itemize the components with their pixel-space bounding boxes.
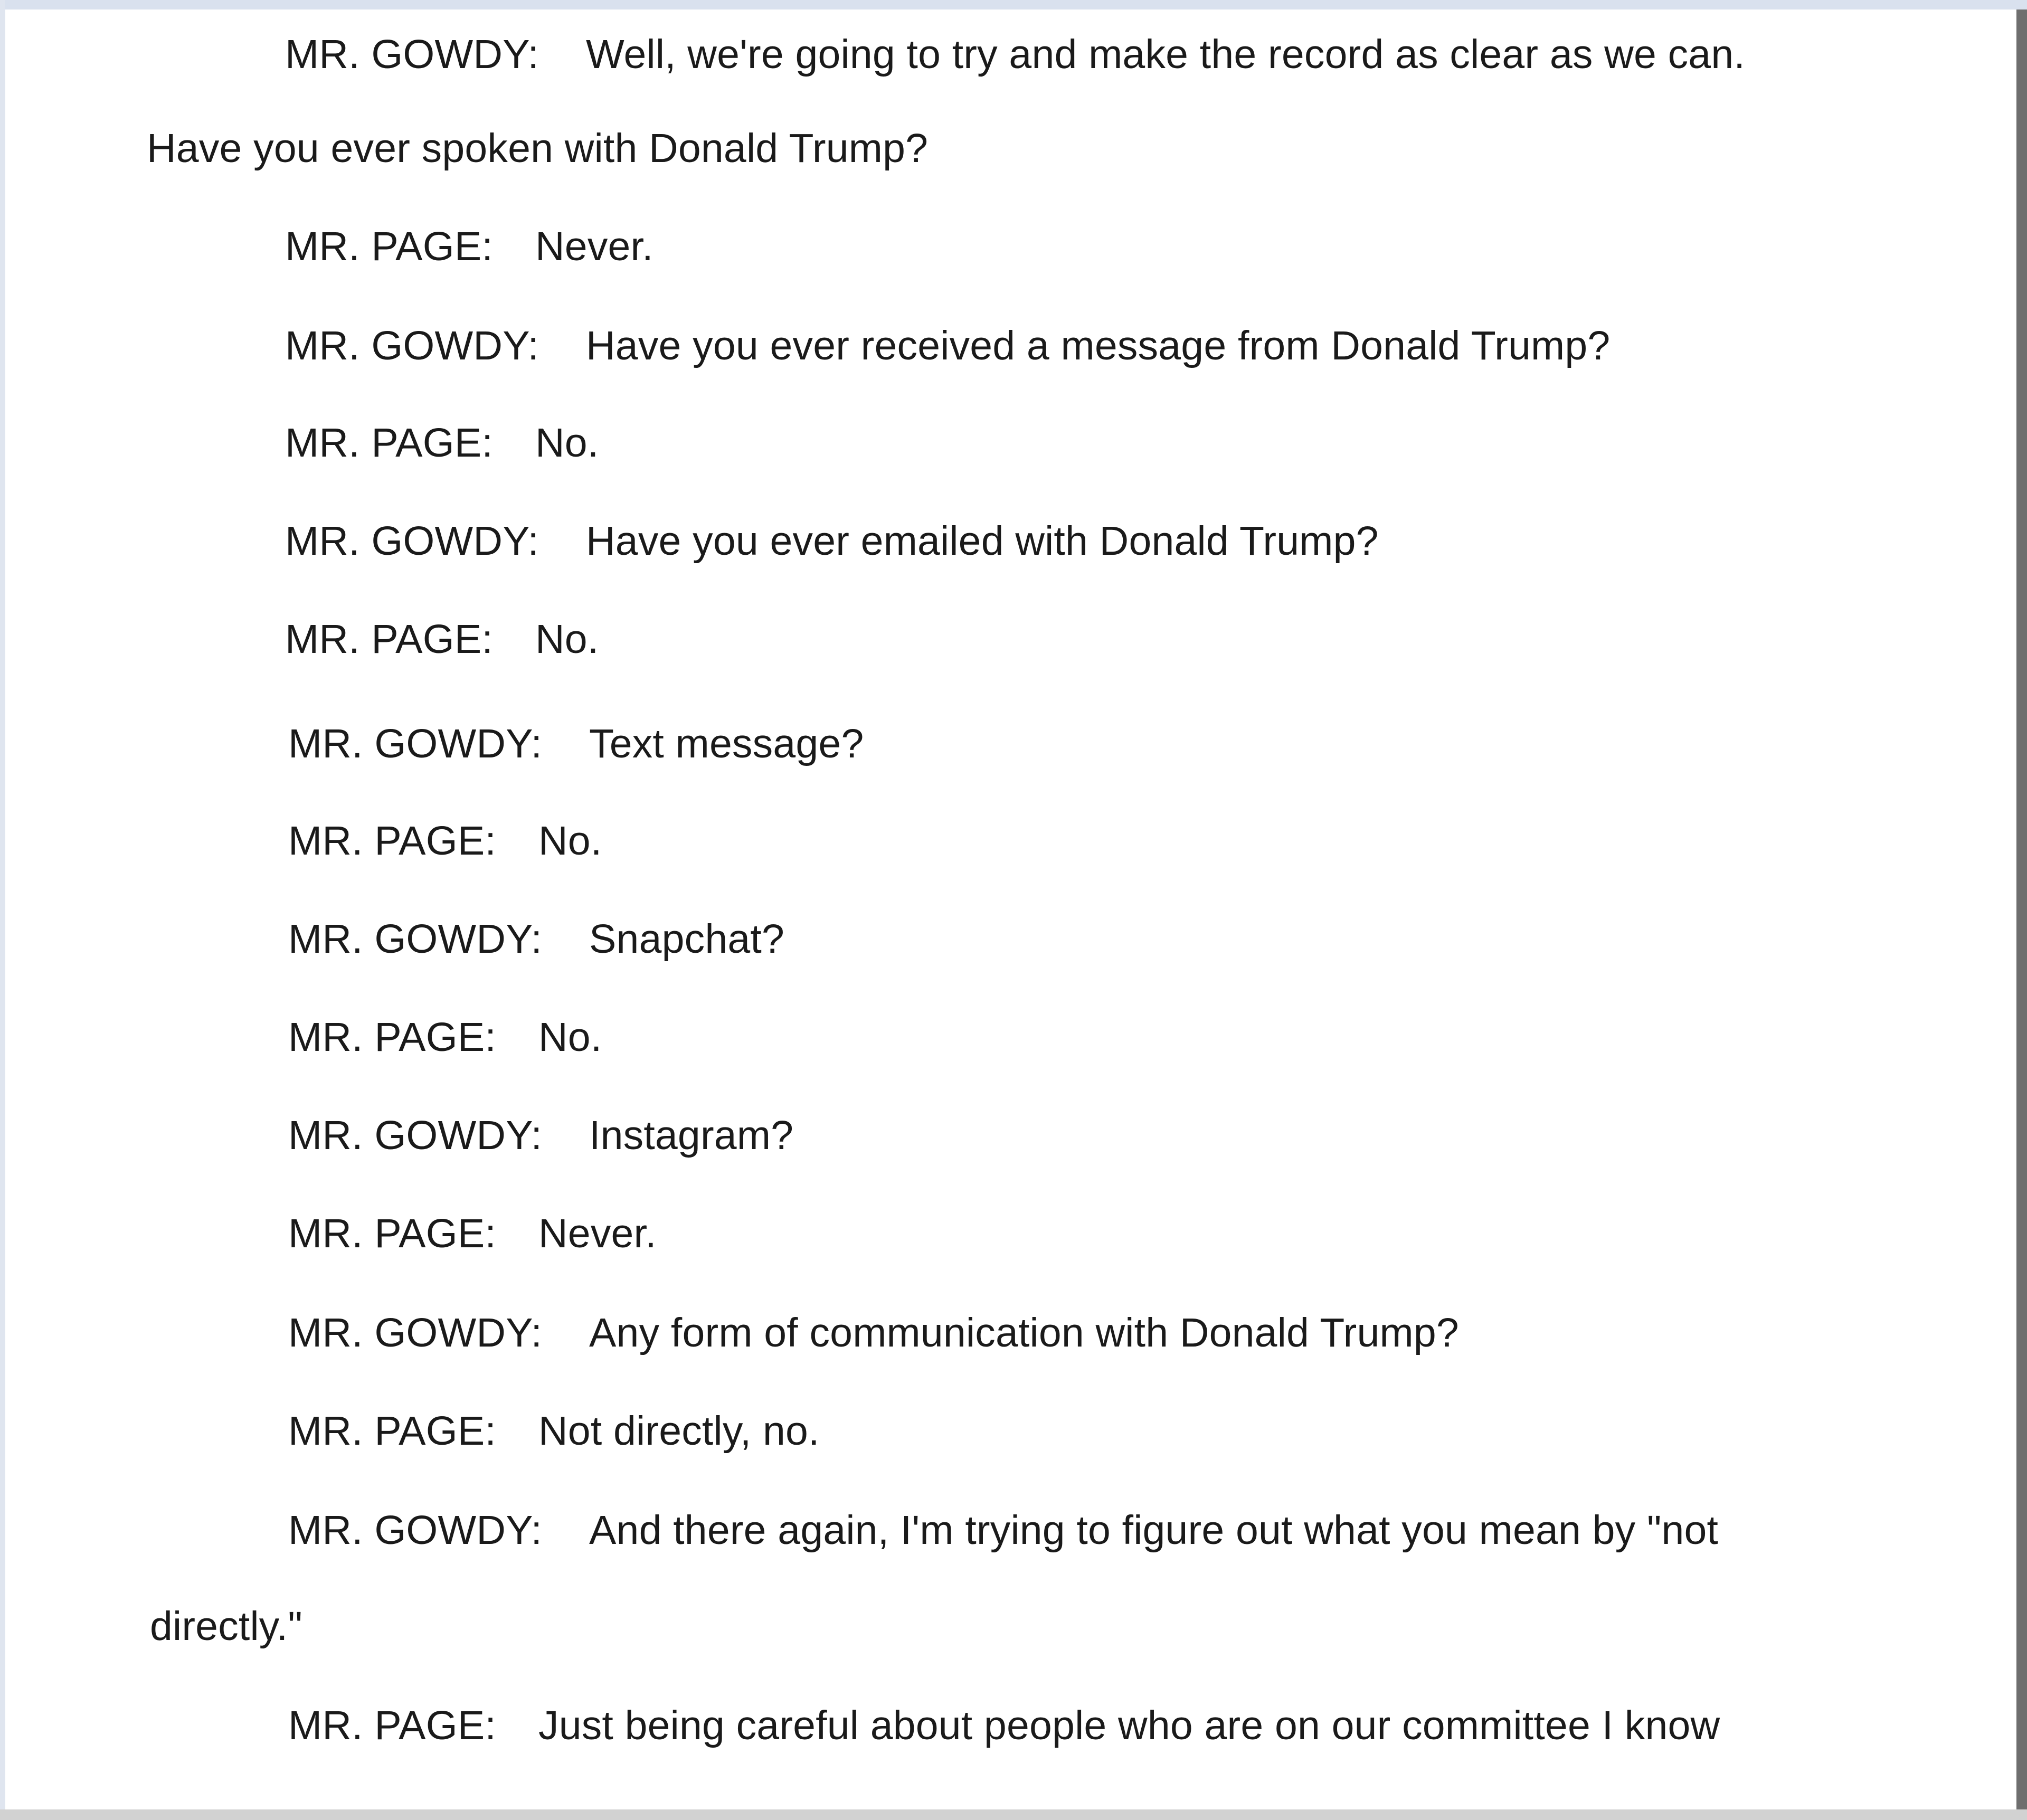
line-text: Any form of communication with Donald Trump? [589,1310,1459,1355]
window-left-border [0,0,5,1820]
transcript-line [147,125,928,172]
window-top-border [0,0,2027,10]
speaker-label: MR. PAGE: [285,224,493,269]
line-text: Have you ever spoken with Donald Trump? [147,126,929,171]
speaker-label: MR. PAGE: [285,617,493,662]
transcript-line [285,615,599,663]
line-text: Text message? [589,721,864,766]
speaker-label: MR. GOWDY: [288,1508,543,1553]
line-text: No. [535,617,599,662]
transcript-line [288,1702,1720,1749]
speaker-label: MR. GOWDY: [288,1113,543,1158]
transcript-line [150,1603,302,1650]
speaker-label: MR. PAGE: [285,420,493,466]
horizontal-scrollbar[interactable] [0,1809,2027,1820]
transcript-line [285,419,599,467]
transcript-line [288,1210,657,1257]
speaker-label: MR. PAGE: [288,1703,496,1748]
speaker-label: MR. PAGE: [288,818,496,864]
speaker-label: MR. GOWDY: [285,518,539,564]
speaker-label: MR. GOWDY: [288,916,543,962]
line-text: No. [538,1015,602,1060]
transcript-line [285,223,653,270]
speaker-label: MR. GOWDY: [285,32,539,77]
transcript-line [288,915,784,963]
transcript-line [285,517,1379,565]
speaker-label: MR. GOWDY: [288,1310,543,1355]
transcript-line [288,1112,793,1159]
speaker-label: MR. PAGE: [288,1211,496,1256]
transcript-line [288,720,864,767]
line-text: And there again, I'm trying to figure out what you mean by "not [589,1508,1719,1553]
line-text: Not directly, no. [538,1408,820,1454]
transcript-line [288,1013,602,1061]
transcript-line [288,817,602,865]
line-text: Have you ever emailed with Donald Trump? [586,518,1379,564]
line-text: No. [535,420,599,466]
line-text: No. [538,818,602,864]
line-text: Snapchat? [589,916,784,962]
transcript-line [285,322,1610,369]
transcript-line [285,31,1745,78]
speaker-label: MR. PAGE: [288,1408,496,1454]
line-text: Never. [538,1211,657,1256]
speaker-label: MR. GOWDY: [285,323,539,368]
line-text: directly." [150,1604,302,1649]
transcript-line [288,1506,1718,1554]
speaker-label: MR. GOWDY: [288,721,543,766]
line-text: Have you ever received a message from Donald Trump? [586,323,1611,368]
transcript-line [288,1407,820,1455]
line-text: Never. [535,224,653,269]
vertical-scrollbar[interactable] [2016,10,2027,1809]
line-text: Just being careful about people who are on our committee I know [538,1703,1720,1748]
transcript-line [288,1309,1459,1357]
speaker-label: MR. PAGE: [288,1015,496,1060]
document-page [5,10,2016,1809]
line-text: Well, we're going to try and make the record as clear as we can. [586,32,1745,77]
line-text: Instagram? [589,1113,794,1158]
